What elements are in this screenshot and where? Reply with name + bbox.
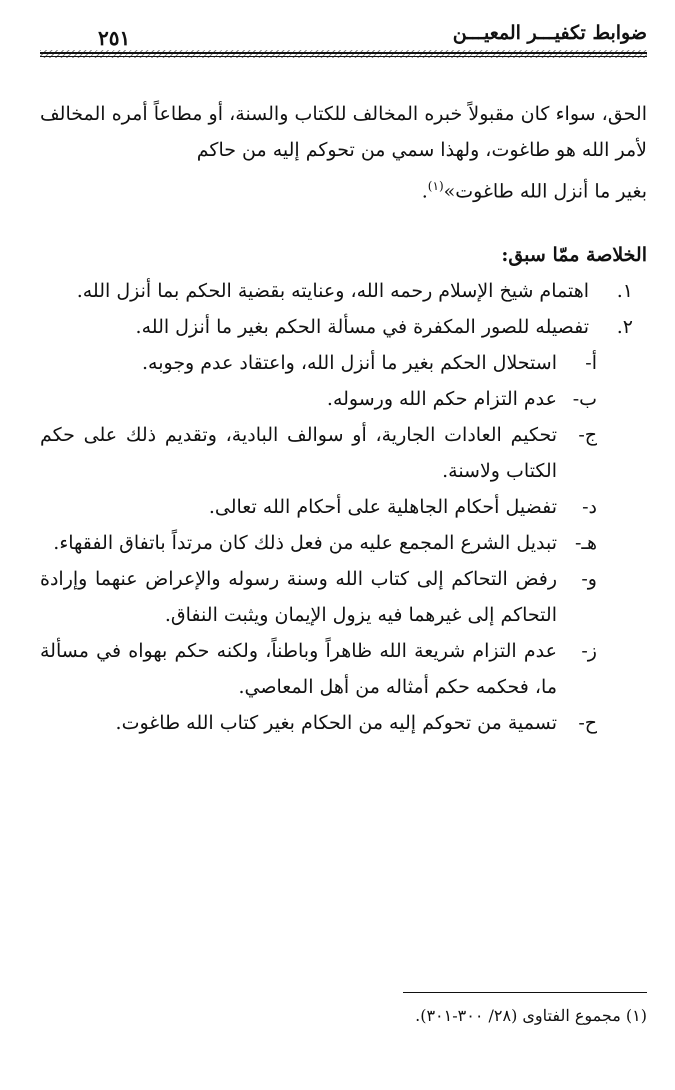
- subitem-jim: [40, 417, 603, 489]
- subitem-zay: [40, 633, 603, 705]
- subitem-marker: د-: [582, 496, 597, 519]
- subitem-marker: هـ-: [574, 532, 597, 555]
- intro-line-1: الحق، سواء كان مقبولاً خبره المخالف للكتاب والسنة، أو مطاعاً أمره المخالف لأمر الله هو طاغوت، ولهذا سمي من تحوكم إليه من حاكم: [40, 103, 647, 161]
- subitem-text: رفض التحاكم إلى كتاب الله وسنة رسوله والإعراض عنهما وإرادة التحاكم إلى غيرهما فيه يزول الإيمان ويثبت النفاق.: [40, 568, 557, 627]
- subitem-marker: أ-: [585, 352, 597, 375]
- intro-paragraph: [40, 96, 647, 209]
- subitem-alif: [40, 345, 603, 381]
- subitem-text: عدم التزام شريعة الله ظاهراً وباطناً، ولكنه حكم بهواه في مسألة ما، فحكمه حكم أمثاله من أهل المعاصي.: [40, 640, 557, 699]
- item-text: اهتمام شيخ الإسلام رحمه الله، وعنايته بقضية الحكم بما أنزل الله.: [76, 280, 589, 303]
- header-rule-line-thin: [40, 56, 647, 57]
- summary-item-1: [40, 273, 647, 309]
- subitem-marker: ز-: [581, 640, 597, 663]
- header-rule-line: [40, 52, 647, 54]
- summary-heading: الخلاصة ممّا سبق:: [501, 244, 647, 267]
- footnote-separator: [403, 992, 647, 993]
- intro-line-2: [40, 168, 647, 209]
- subitem-text: عدم التزام حكم الله ورسوله.: [326, 388, 557, 411]
- book-title: ضوابط تكفيـــر المعيـــن: [452, 22, 647, 44]
- subitem-marker: ح-: [578, 712, 597, 735]
- footnote: (١) مجموع الفتاوى (٢٨/ ٣٠٠-٣٠١).: [415, 1006, 647, 1025]
- item-text: تفصيله للصور المكفرة في مسألة الحكم بغير ما أنزل الله.: [135, 316, 589, 339]
- item-marker: ١.: [616, 280, 633, 303]
- subitem-waw: [40, 561, 603, 633]
- subitem-text: تبديل الشرع المجمع عليه من فعل ذلك كان مرتداً باتفاق الفقهاء.: [53, 532, 557, 555]
- subitem-text: استحلال الحكم بغير ما أنزل الله، واعتقاد عدم وجوبه.: [141, 352, 557, 375]
- subitem-ha: [40, 525, 603, 561]
- subitem-marker: و-: [581, 568, 597, 591]
- footnote-ref-marker[interactable]: (١): [427, 179, 444, 193]
- subitem-text: تسمية من تحوكم إليه من الحكام بغير كتاب الله طاغوت.: [115, 712, 557, 735]
- subitem-dal: [40, 489, 603, 525]
- subitem-hha: [40, 705, 603, 741]
- subitem-marker: ج-: [578, 424, 597, 447]
- subitem-text: تفضيل أحكام الجاهلية على أحكام الله تعالى.: [208, 496, 557, 519]
- summary-item-2: [40, 309, 647, 345]
- subitem-ba: [40, 381, 603, 417]
- page-number: ٢٥١: [98, 26, 131, 50]
- page-header: [40, 22, 647, 60]
- intro-end-punct: .: [421, 180, 428, 203]
- item-marker: ٢.: [616, 316, 633, 339]
- header-rule: [40, 50, 647, 60]
- intro-line-2-text: بغير ما أنزل الله طاغوت»: [443, 180, 647, 203]
- subitem-marker: ب-: [572, 388, 597, 411]
- subitem-text: تحكيم العادات الجارية، أو سوالف البادية، وتقديم ذلك على حكم الكتاب ولاسنة.: [40, 424, 557, 483]
- page-body: [40, 96, 647, 741]
